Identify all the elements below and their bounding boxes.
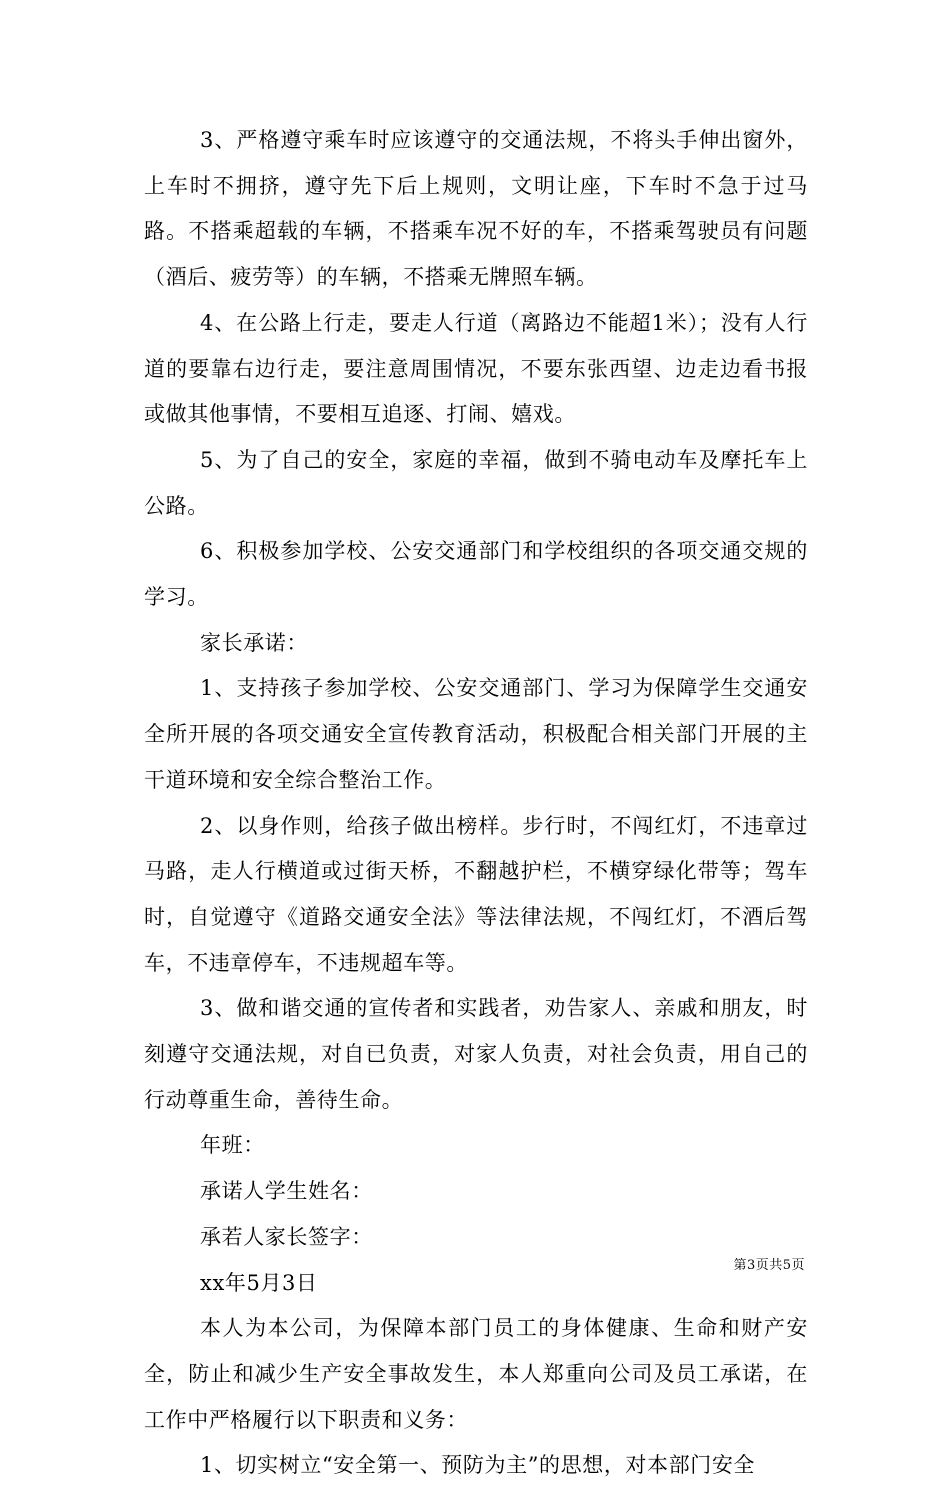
paragraph-rule-4-walking: 4、在公路上行走，要走人行道（离路边不能超1米）；没有人行道的要靠右边行走，要注意周围情况，不要东张西望、边走边看书报或做其他事情，不要相互追逐、打闹、嬉戏。 <box>144 310 808 427</box>
date-line: xx年5月3日 <box>200 1270 318 1295</box>
page-number-footer: 第3页共5页 <box>733 1258 805 1273</box>
paragraph-parent-2: 2、以身作则，给孩子做出榜样。步行时，不闯红灯，不违章过马路，走人行横道或过街天桥，不翻越护栏，不横穿绿化带等；驾车时，自觉遵守《道路交通安全法》等法律法规，不闯红灯，不酒后驾车，不违章停车，不违规超车等。 <box>144 813 808 975</box>
paragraph-rule-5-no-motorbike: 5、为了自己的安全，家庭的幸福，做到不骑电动车及摩托车上公路。 <box>144 447 808 518</box>
paragraph-parent-3: 3、做和谐交通的宣传者和实践者，劝告家人、亲戚和朋友，时刻遵守交通法规，对自已负责，对家人负责，对社会负责，用自己的行动尊重生命，善待生命。 <box>144 996 808 1112</box>
paragraph-company-intro: 本人为本公司，为保障本部门员工的身体健康、生命和财产安全，防止和减少生产安全事故发生，本人郑重向公司及员工承诺，在工作中严格履行以下职责和义务： <box>144 1316 808 1432</box>
paragraph-rule-3-riding: 3、严格遵守乘车时应该遵守的交通法规，不将头手伸出窗外，上车时不拥挤，遵守先下后上规则，文明让座，下车时不急于过马路。不搭乘超载的车辆，不搭乘车况不好的车，不搭乘驾驶员有问题（酒后、疲劳等）的车辆，不搭乘无牌照车辆。 <box>144 128 808 290</box>
class-field-label: 年班： <box>200 1133 265 1158</box>
section-heading-parent-promise: 家长承诺： <box>200 630 308 655</box>
paragraph-parent-1: 1、支持孩子参加学校、公安交通部门、学习为保障学生交通安全所开展的各项交通安全宣传教育活动，积极配合相关部门开展的主干道环境和安全综合整治工作。 <box>144 676 808 792</box>
parent-signature-field-label: 承若人家长签字： <box>200 1224 373 1249</box>
document-body <box>144 118 808 1489</box>
paragraph-company-duty-1: 1、切实树立“安全第一、预防为主”的思想，对本部门安全 <box>200 1453 756 1478</box>
student-name-field-label: 承诺人学生姓名： <box>200 1179 373 1204</box>
paragraph-rule-6-study: 6、积极参加学校、公安交通部门和学校组织的各项交通交规的学习。 <box>144 539 808 610</box>
